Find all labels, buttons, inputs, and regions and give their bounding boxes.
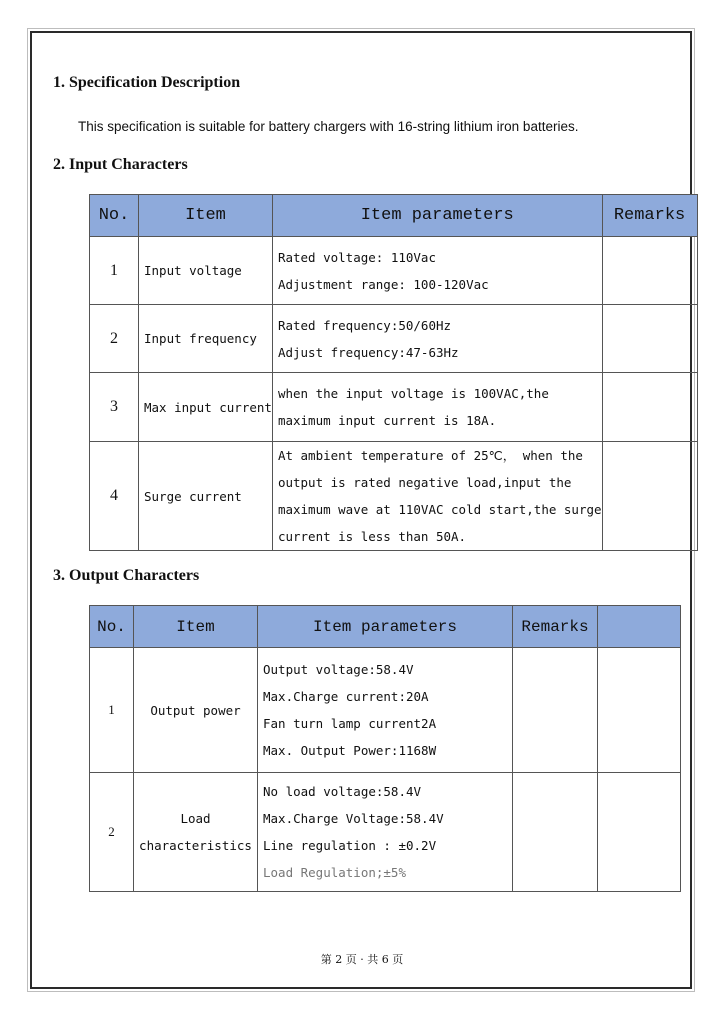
header-no: No. bbox=[90, 195, 139, 237]
row-remarks bbox=[602, 237, 697, 305]
table-row bbox=[90, 305, 698, 373]
table-row bbox=[90, 773, 681, 892]
header-item-parameters: Item parameters bbox=[258, 606, 513, 648]
row-parameters bbox=[272, 237, 602, 305]
header-extra bbox=[598, 606, 681, 648]
row-remarks bbox=[602, 442, 697, 551]
row-number: 1 bbox=[90, 237, 139, 305]
parameter-line: No load voltage:58.4V bbox=[263, 784, 422, 799]
row-remarks bbox=[602, 373, 697, 442]
row-item: Surge current bbox=[139, 442, 273, 551]
parameter-line: maximum input current is 18A. bbox=[277, 413, 497, 428]
input-characters-table bbox=[89, 194, 698, 551]
header-remarks: Remarks bbox=[602, 195, 697, 237]
row-item: Max input current bbox=[139, 373, 273, 442]
row-item: Input voltage bbox=[139, 237, 273, 305]
section1-text: This specification is suitable for battery chargers with 16-string lithium iron batteries. bbox=[78, 119, 579, 134]
table-header-row bbox=[90, 606, 681, 648]
header-remarks: Remarks bbox=[513, 606, 598, 648]
row-number: 4 bbox=[90, 442, 139, 551]
section1-heading: 1. Specification Description bbox=[53, 74, 241, 91]
parameter-line: Adjustment range: 100-120Vac bbox=[277, 276, 489, 292]
parameter-line: Rated frequency:50/60Hz bbox=[277, 317, 452, 333]
row-remarks bbox=[513, 648, 598, 773]
table-row bbox=[90, 648, 681, 773]
row-parameters bbox=[258, 773, 513, 892]
header-item: Item bbox=[134, 606, 258, 648]
parameter-line: output is rated negative load,input the bbox=[277, 475, 572, 490]
row-parameters bbox=[272, 305, 602, 373]
row-parameters bbox=[258, 648, 513, 773]
parameter-line: Adjust frequency:47-63Hz bbox=[277, 344, 459, 360]
header-item-parameters: Item parameters bbox=[272, 195, 602, 237]
row-remarks bbox=[513, 773, 598, 892]
parameter-line: Line regulation : ±0.2V bbox=[263, 838, 437, 853]
row-number: 2 bbox=[90, 305, 139, 373]
row-number: 2 bbox=[90, 773, 134, 892]
parameter-line: Load Regulation;±5% bbox=[263, 865, 406, 880]
parameter-line: current is less than 50A. bbox=[277, 529, 467, 544]
parameter-line: Rated voltage: 110Vac bbox=[277, 249, 436, 265]
parameter-line: maximum wave at 110VAC cold start,the surge bbox=[277, 502, 602, 517]
row-parameters bbox=[272, 442, 602, 551]
section2-heading: 2. Input Characters bbox=[53, 156, 188, 173]
header-item: Item bbox=[139, 195, 273, 237]
parameter-line: Output voltage:58.4V bbox=[263, 662, 414, 677]
header-no: No. bbox=[90, 606, 134, 648]
table-row bbox=[90, 442, 698, 551]
row-number: 1 bbox=[90, 648, 134, 773]
row-item: Output power bbox=[134, 648, 258, 773]
parameter-line: Fan turn lamp current2A bbox=[263, 716, 437, 731]
page-footer: 第 2 页 · 共 6 页 bbox=[320, 953, 404, 966]
table-header-row bbox=[90, 195, 698, 237]
row-item: Load characteristics bbox=[134, 773, 258, 892]
parameter-line: At ambient temperature of 25℃， when the bbox=[277, 448, 583, 463]
row-parameters bbox=[272, 373, 602, 442]
section3-heading: 3. Output Characters bbox=[53, 567, 200, 584]
parameter-line: when the input voltage is 100VAC,the bbox=[277, 386, 549, 401]
row-remarks bbox=[602, 305, 697, 373]
row-number: 3 bbox=[90, 373, 139, 442]
parameter-line: Max.Charge Voltage:58.4V bbox=[263, 811, 444, 826]
parameter-line: Max.Charge current:20A bbox=[263, 689, 429, 704]
row-extra bbox=[598, 648, 681, 773]
table-row bbox=[90, 237, 698, 305]
row-item: Input frequency bbox=[139, 305, 273, 373]
table-row bbox=[90, 373, 698, 442]
parameter-line: Max. Output Power:1168W bbox=[263, 743, 437, 758]
row-extra bbox=[598, 773, 681, 892]
output-characters-table bbox=[89, 605, 681, 892]
